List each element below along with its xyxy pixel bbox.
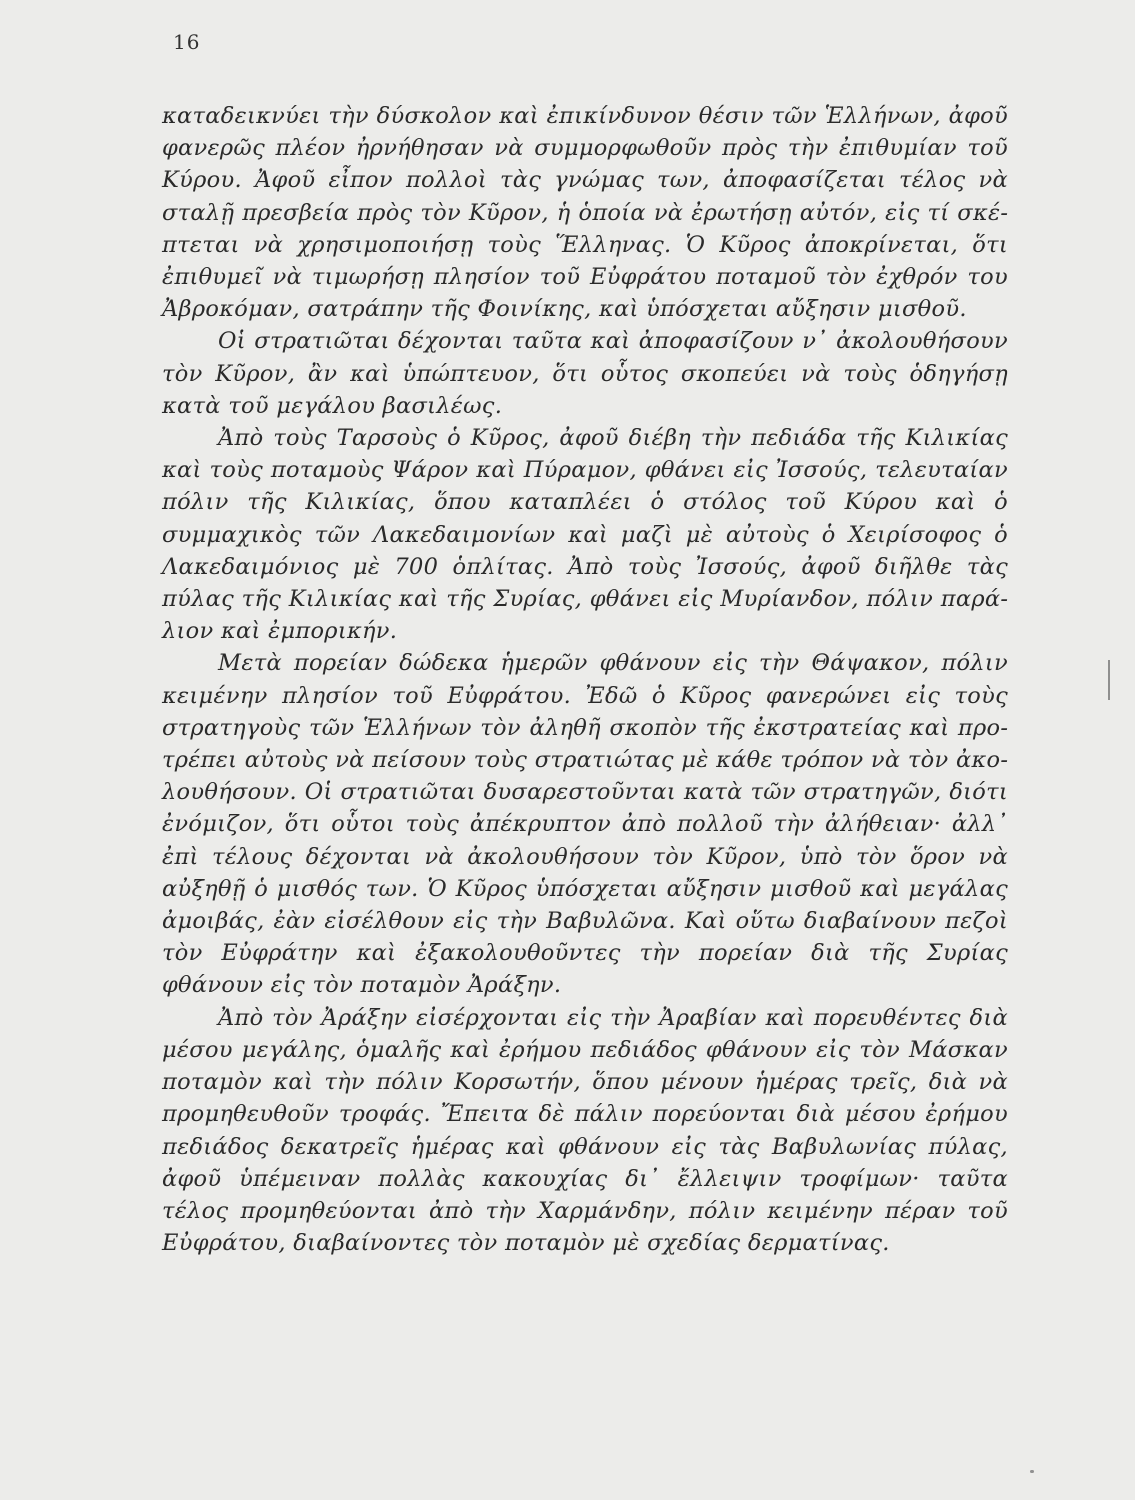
- scan-speck: [1030, 1470, 1034, 1473]
- paragraph-1: καταδεικνύει τὴν δύσκολον καὶ ἐπικίνδυνον θέσιν τῶν Ἑλλήνων, ἀφοῦ φανερῶς πλέον ἠρνήθησαν νὰ συμμορφωθοῦν πρὸς τὴν ἐπιθυμίαν τοῦ Κύρου. Ἀφοῦ εἶπον πολλοὶ τὰς γνώμας των, ἀποφασίζεται τέλος νὰ σταλῇ πρεσβεία πρὸς τὸν Κῦρον, ἡ ὁποία νὰ ἐρωτήσῃ αὐτόν, εἰς τί σκέπτεται νὰ χρησιμοποιήσῃ τοὺς Ἕλληνας. Ὁ Κῦρος ἀποκρίνεται, ὅτι ἐπιθυμεῖ νὰ τιμωρήσῃ πλησίον τοῦ Εὐφράτου ποταμοῦ τὸν ἐχθρόν του Ἀβροκόμαν, σατράπην τῆς Φοινίκης, καὶ ὑπόσχεται αὔξησιν μισθοῦ.: [162, 103, 1008, 323]
- paragraph-2: Οἱ στρατιῶται δέχονται ταῦτα καὶ ἀποφασίζουν ν᾿ ἀκολουθήσουν τὸν Κῦρον, ἂν καὶ ὑπώπτευον, ὅτι οὗτος σκοπεύει νὰ τοὺς ὁδηγήσῃ κατὰ τοῦ μεγάλου βασιλέως.: [162, 328, 1008, 419]
- page-number: 16: [173, 30, 201, 54]
- paragraph-5: Ἀπὸ τὸν Ἀράξην εἰσέρχονται εἰς τὴν Ἀραβίαν καὶ πορευθέντες διὰ μέσου μεγάλης, ὁμαλῆς καὶ ἐρήμου πεδιάδος φθάνουν εἰς τὸν Μάσκαν ποταμὸν καὶ τὴν πόλιν Κορσωτήν, ὅπου μένουν ἡμέρας τρεῖς, διὰ νὰ προμηθευθοῦν τροφάς. Ἔπειτα δὲ πάλιν πορεύονται διὰ μέσου ἐρήμου πεδιάδος δεκατρεῖς ἡμέρας καὶ φθάνουν εἰς τὰς Βαβυλωνίας πύλας, ἀφοῦ ὑπέμειναν πολλὰς κακουχίας δι᾿ ἔλλειψιν τροφίμων· ταῦτα τέλος προμηθεύονται ἀπὸ τὴν Χαρμάνδην, πόλιν κειμένην πέραν τοῦ Εὐφράτου, διαβαίνοντες τὸν ποταμὸν μὲ σχεδίας δερματίνας.: [162, 1004, 1008, 1257]
- scan-mark: [1108, 660, 1110, 700]
- paragraph-4: Μετὰ πορείαν δώδεκα ἡμερῶν φθάνουν εἰς τὴν Θάψακον, πόλιν κειμένην πλησίον τοῦ Εὐφράτου. Ἐδῶ ὁ Κῦρος φανερώνει εἰς τοὺς στρατηγοὺς τῶν Ἑλλήνων τὸν ἀληθῆ σκοπὸν τῆς ἐκστρατείας καὶ προτρέπει αὐτοὺς νὰ πείσουν τοὺς στρατιώτας μὲ κάθε τρόπον νὰ τὸν ἀκολουθήσουν. Οἱ στρατιῶται δυσαρεστοῦνται κατὰ τῶν στρατηγῶν, διότι ἐνόμιζον, ὅτι οὗτοι τοὺς ἀπέκρυπτον ἀπὸ πολλοῦ τὴν ἀλήθειαν· ἀλλ᾿ ἐπὶ τέλους δέχονται νὰ ἀκολουθήσουν τὸν Κῦρον, ὑπὸ τὸν ὅρον νὰ αὐξηθῇ ὁ μισθός των. Ὁ Κῦρος ὑπόσχεται αὔξησιν μισθοῦ καὶ μεγάλας ἀμοιβάς, ἐὰν εἰσέλθουν εἰς τὴν Βαβυλῶνα. Καὶ οὕτω διαβαίνουν πεζοὶ τὸν Εὐφράτην καὶ ἐξακολουθοῦντες τὴν πορείαν διὰ τῆς Συρίας φθάνουν εἰς τὸν ποταμὸν Ἀράξην.: [162, 650, 1008, 999]
- paragraph-3: Ἀπὸ τοὺς Ταρσοὺς ὁ Κῦρος, ἀφοῦ διέβη τὴν πεδιάδα τῆς Κιλικίας καὶ τοὺς ποταμοὺς Ψάρον καὶ Πύραμον, φθάνει εἰς Ἰσσούς, τελευταίαν πόλιν τῆς Κιλικίας, ὅπου καταπλέει ὁ στόλος τοῦ Κύρου καὶ ὁ συμμαχικὸς τῶν Λακεδαιμονίων καὶ μαζὶ μὲ αὐτοὺς ὁ Χειρίσοφος ὁ Λακεδαιμόνιος μὲ 700 ὁπλίτας. Ἀπὸ τοὺς Ἰσσούς, ἀφοῦ διῆλθε τὰς πύλας τῆς Κιλικίας καὶ τῆς Συρίας, φθάνει εἰς Μυρίανδον, πόλιν παράλιον καὶ ἐμπορικήν.: [162, 425, 1008, 645]
- body-text: [162, 100, 1008, 1259]
